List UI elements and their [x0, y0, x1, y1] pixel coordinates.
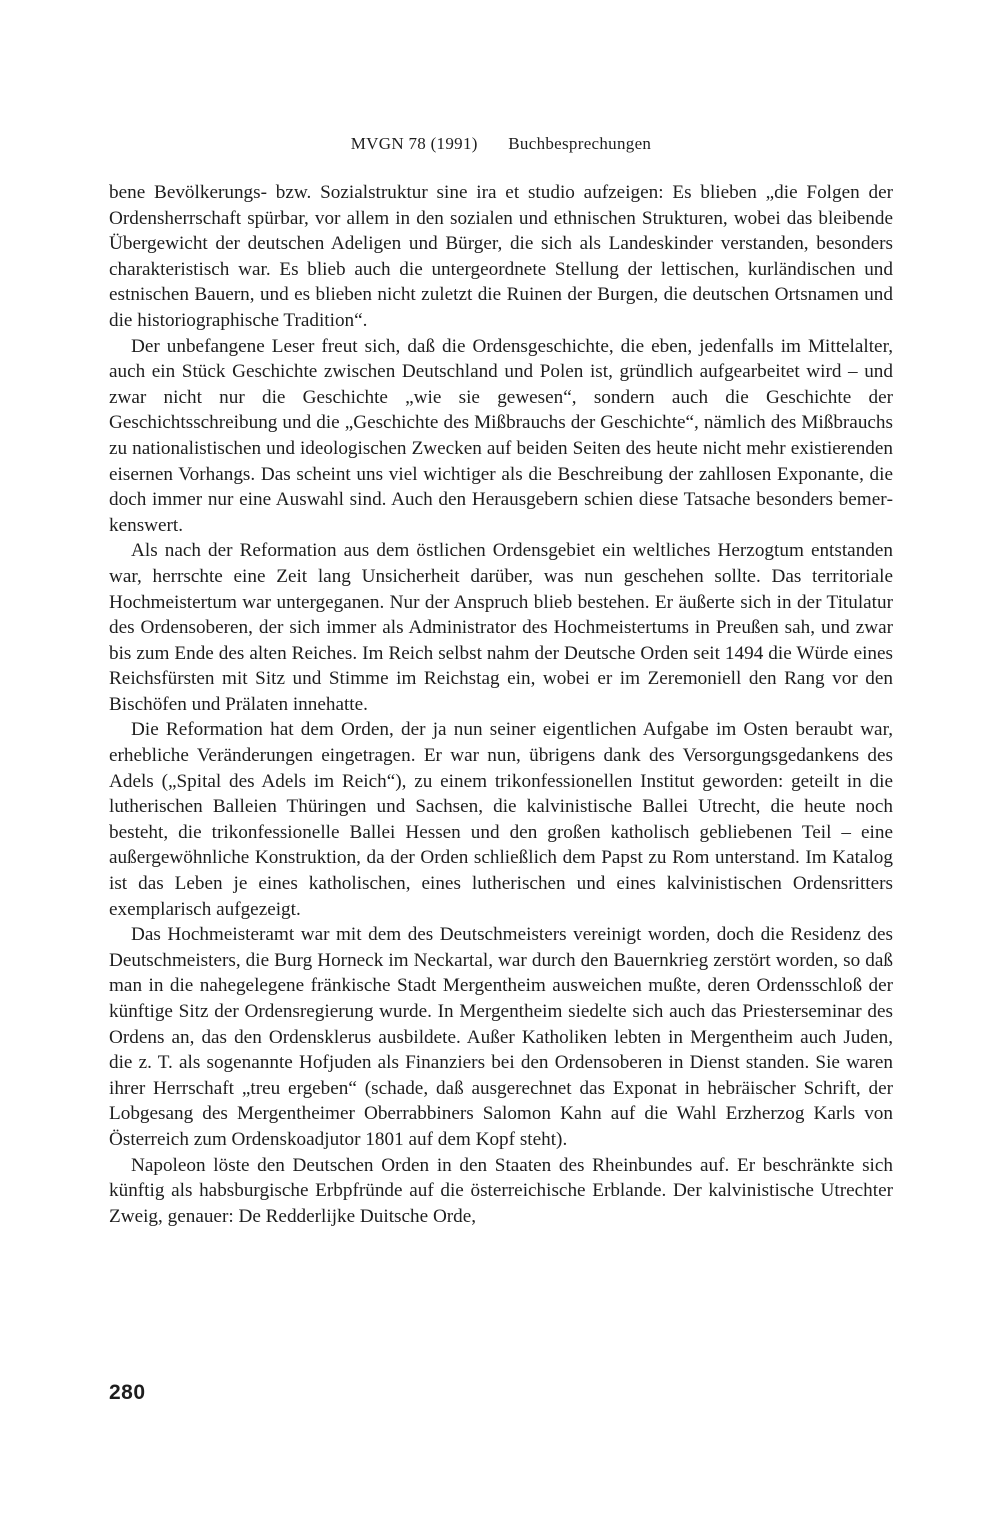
paragraph-3: Als nach der Reformation aus dem östlichen Ordensgebiet ein weltliches Herzogtum entstanden war, herrschte eine Zeit lang Unsicherheit darüber, was nun geschehen sollte. Das territoriale Hochmeistertum war untergeganen. Nur der Anspruch blieb bestehen. Er äußerte sich in der Titulatur des Ordensoberen, der sich immer als Administrator des Hochmeistertums in Preußen sah, und zwar bis zum Ende des alten Reiches. Im Reich selbst nahm der Deutsche Orden seit 1494 die Würde eines Reichsfürsten mit Sitz und Stimme im Reichstag ein, wobei er im Zeremoniell den Rang vor den Bischöfen und Prälaten innehatte. — [109, 540, 893, 715]
paragraph-4: Die Reformation hat dem Orden, der ja nun seiner eigentlichen Aufgabe im Osten beraubt war, erhebliche Veränderungen eingetragen. Er war nun, übrigens dank des Versorgungsgedankens des Adels („Spital des Adels im Reich“), zu einem trikonfessionellen Institut geworden: geteilt in die lutherischen Balleien Thüringen und Sachsen, die kalvinistische Ballei Utrecht, die heute noch besteht, die trikonfessionelle Ballei Hessen und den großen katholisch gebliebenen Teil – eine außergewöhnliche Konstruktion, da der Orden schließlich dem Papst zu Rom unterstand. Im Katalog ist das Leben je eines katholischen, eines lutherischen und eines kalvinistischen Ordensritters exemplarisch aufgezeigt. — [109, 719, 893, 920]
section-title: Buchbesprechungen — [508, 134, 652, 153]
paragraph-1: bene Bevölkerungs- bzw. Sozialstruktur sine ira et studio aufzeigen: Es blieben „die Folgen der Ordensherrschaft spürbar, vor allem in den sozialen und ethnischen Strukturen, wobei das bleibende Übergewicht der deutschen Adeligen und Bürger, die sich als Landeskinder verstanden, besonders charakteristisch war. Es blieb auch die untergeordnete Stellung der lettischen, kurländischen und estnischen Bauern, und es blieben nicht zuletzt die Ruinen der Burgen, die deutschen Ortsnamen und die historiographische Tradition“. — [109, 182, 893, 331]
running-head — [109, 134, 893, 154]
paragraph-5: Das Hochmeisteramt war mit dem des Deutschmeisters vereinigt worden, doch die Residenz des Deutschmeisters, die Burg Horneck im Neckartal, war durch den Bauernkrieg zerstört worden, so daß man in die nahegelegene fränkische Stadt Mergentheim ausweichen mußte, deren Ordensschloß der künftige Sitz der Ordensregierung wurde. In Mergentheim siedelte sich auch das Priesterseminar des Ordens an, das den Ordensklerus ausbildete. Außer Katholiken lebten in Mergentheim auch Juden, die z. T. als sogenannte Hofjuden als Finanziers bei den Ordensoberen in Dienst standen. Sie waren ihrer Herrschaft „treu ergeben“ (schade, daß ausgerechnet das Exponat in hebräischer Schrift, der Lobgesang des Mergentheimer Oberrabbiners Salomon Kahn auf die Wahl Erzherzog Karls von Österreich zum Ordenskoadjutor 1801 auf dem Kopf steht). — [109, 924, 893, 1150]
paragraph-2: Der unbefangene Leser freut sich, daß die Ordensgeschichte, die eben, jedenfalls im Mittelalter, auch ein Stück Geschichte zwischen Deutschland und Polen ist, gründlich aufgearbeitet wird – und zwar nicht nur die Geschichte „wie sie gewesen“, sondern auch die Geschichte der Geschichtsschreibung und die „Geschichte des Mißbrauchs der Geschichte“, nämlich des Mißbrauchs zu nationalistischen und ideologischen Zwecken auf beiden Seiten des heute nicht mehr existierenden eisernen Vorhangs. Das scheint uns viel wichtiger als die Beschreibung der zahllosen Exponante, die doch immer nur eine Auswahl sind. Auch den Herausgebern schien diese Tatsache besonders bemerkenswert. — [109, 335, 893, 536]
page-number: 280 — [109, 1381, 146, 1404]
journal-citation: MVGN 78 (1991) — [350, 134, 478, 153]
body-text — [109, 180, 893, 1229]
paragraph-6: Napoleon löste den Deutschen Orden in den Staaten des Rheinbundes auf. Er beschränkte sich künftig als habsburgische Erbpfründe auf die österreichische Erblande. Der kalvinistische Utrechter Zweig, genauer: De Redderlijke Duitsche Orde, — [109, 1154, 893, 1227]
